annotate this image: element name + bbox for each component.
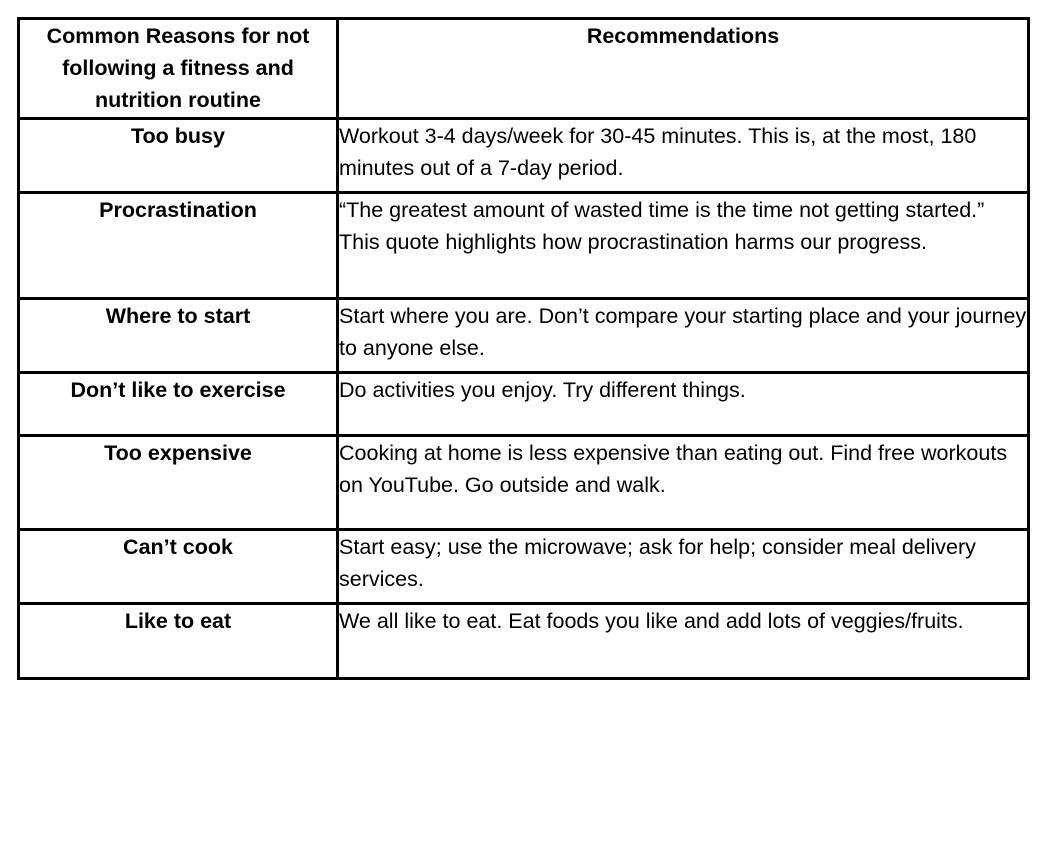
table-row (19, 119, 1029, 193)
header-recommendations: Recommendations (338, 19, 1029, 119)
recommendation-cell: We all like to eat. Eat foods you like and add lots of veggies/fruits. (338, 604, 1029, 679)
reason-cell: Too expensive (19, 436, 338, 530)
recommendation-cell: Start where you are. Don’t compare your starting place and your journey to anyone else. (338, 299, 1029, 373)
reason-cell: Too busy (19, 119, 338, 193)
table-row (19, 193, 1029, 299)
reason-cell: Where to start (19, 299, 338, 373)
header-reasons: Common Reasons for not following a fitness and nutrition routine (19, 19, 338, 119)
table-row (19, 604, 1029, 679)
table-row (19, 436, 1029, 530)
table-header-row (19, 19, 1029, 119)
table-row (19, 373, 1029, 436)
recommendation-cell: “The greatest amount of wasted time is the time not getting started.” This quote highlights how procrastination harms our progress. (338, 193, 1029, 299)
recommendation-cell: Cooking at home is less expensive than eating out. Find free workouts on YouTube. Go outside and walk. (338, 436, 1029, 530)
recommendation-cell: Workout 3-4 days/week for 30-45 minutes. This is, at the most, 180 minutes out of a 7-day period. (338, 119, 1029, 193)
reason-cell: Don’t like to exercise (19, 373, 338, 436)
table-row (19, 299, 1029, 373)
recommendation-cell: Do activities you enjoy. Try different things. (338, 373, 1029, 436)
table-row (19, 530, 1029, 604)
reason-cell: Like to eat (19, 604, 338, 679)
reasons-recommendations-table (17, 17, 1030, 680)
recommendation-cell: Start easy; use the microwave; ask for help; consider meal delivery services. (338, 530, 1029, 604)
reason-cell: Procrastination (19, 193, 338, 299)
reason-cell: Can’t cook (19, 530, 338, 604)
